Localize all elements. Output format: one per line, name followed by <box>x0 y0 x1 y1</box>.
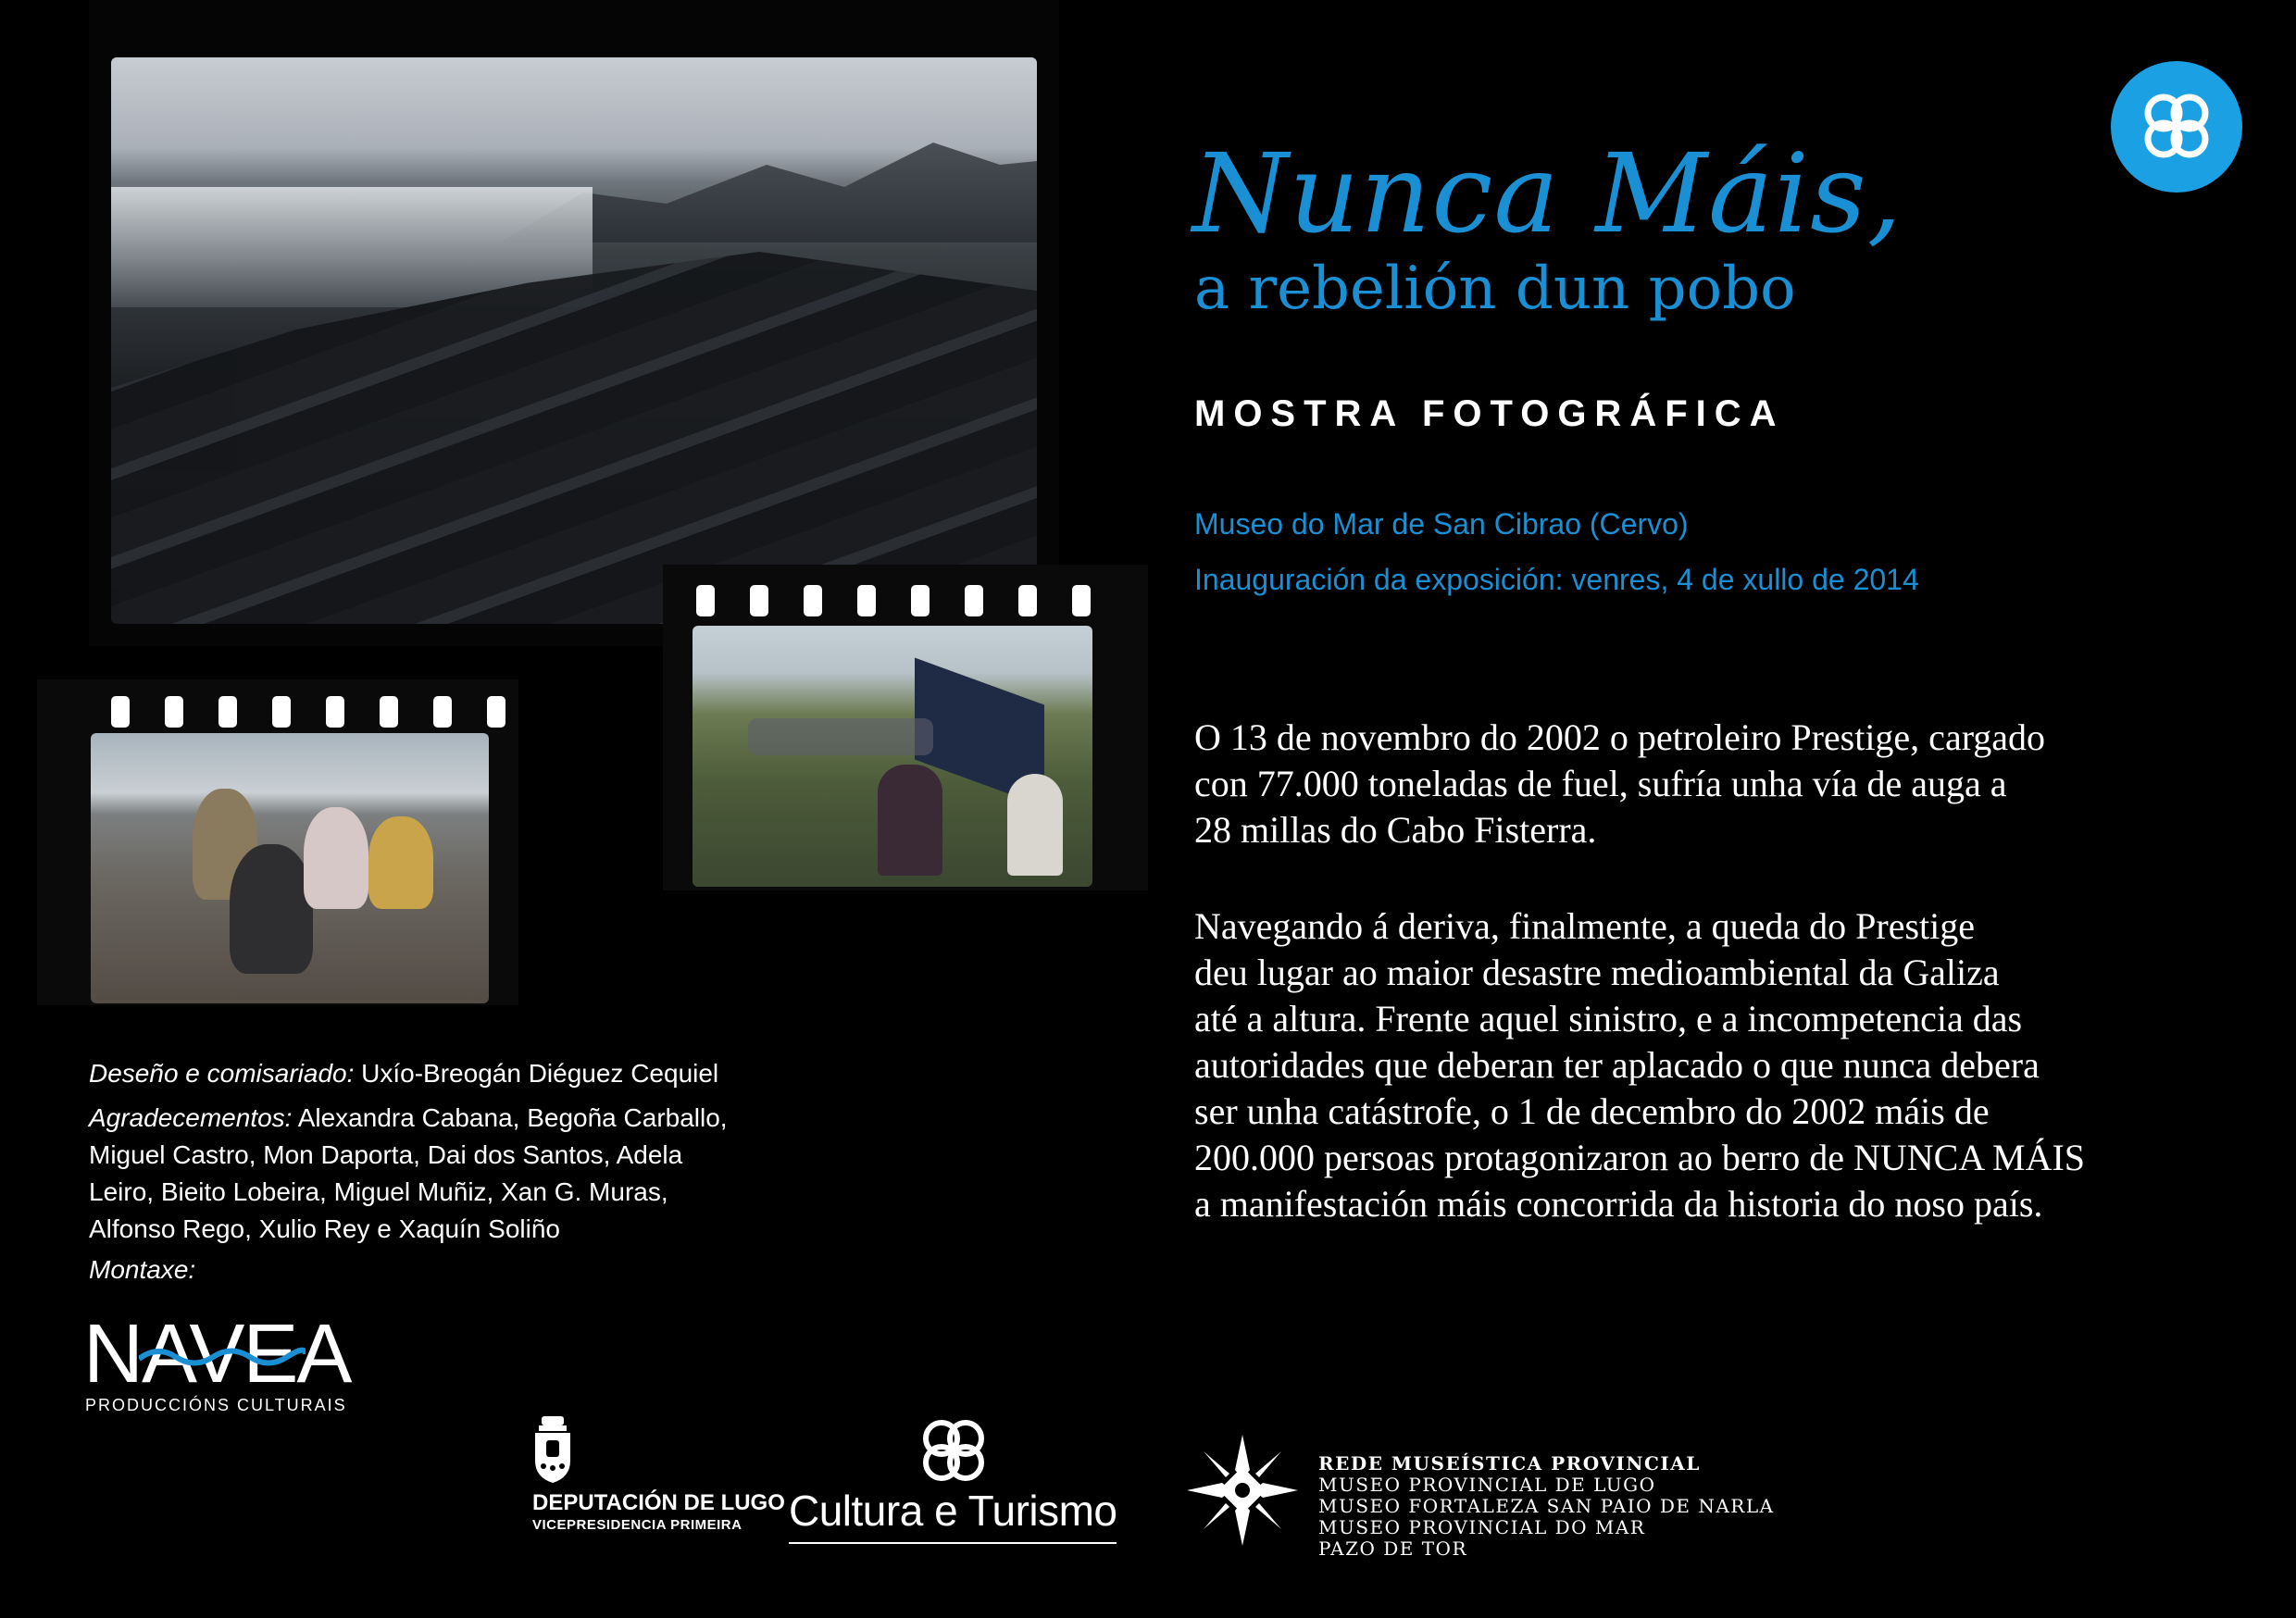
photo-coast-rocks <box>111 57 1037 624</box>
cultura-underline <box>789 1542 1117 1544</box>
photo-person <box>1007 774 1063 876</box>
rede-line: MUSEO FORTALEZA SAN PAIO DE NARLA <box>1318 1495 1775 1517</box>
body-line: Navegando á deriva, finalmente, a queda do Prestige <box>1194 905 1976 947</box>
film-frame-beach <box>37 679 518 1005</box>
body-line: deu lugar ao maior desastre medioambiental da Galiza <box>1194 952 2000 993</box>
photo-child <box>304 807 368 909</box>
body-line: 28 millas do Cabo Fisterra. <box>1194 809 1597 851</box>
rede-line: MUSEO PROVINCIAL DO MAR <box>1318 1516 1646 1538</box>
credit-design-label: Deseño e comisariado: <box>89 1059 355 1088</box>
film-perforation <box>804 585 822 616</box>
deputacion-coat-of-arms-icon <box>530 1414 576 1485</box>
cultura-turismo-label: Cultura e Turismo <box>789 1487 1117 1535</box>
credit-thanks <box>89 1100 737 1137</box>
film-perforation <box>218 696 237 728</box>
film-perforation <box>696 585 715 616</box>
body-line: a manifestación máis concorrida da historia do noso país. <box>1194 1183 2043 1225</box>
body-paragraph-1 <box>1194 715 2045 853</box>
film-perforation <box>1072 585 1091 616</box>
body-line: até a altura. Frente aquel sinistro, e a incompetencia das <box>1194 998 2023 1039</box>
film-perforation <box>433 696 452 728</box>
film-perforation <box>165 696 183 728</box>
body-line: autoridades que deberan ter aplacado o que nunca debera <box>1194 1044 2040 1086</box>
credit-thanks-line: Miguel Castro, Mon Daporta, Dai dos Santos, Adela <box>89 1140 683 1169</box>
credits-block <box>89 1055 737 1288</box>
body-line: 200.000 persoas protagonizaron ao berro de NUNCA MÁIS <box>1194 1137 2086 1178</box>
exhibition-subtitle: a rebelión dun pobo <box>1194 255 1796 323</box>
exhibition-title: Nunca Máis, <box>1192 130 1903 257</box>
interlaced-rings-icon <box>2111 61 2242 193</box>
rede-line: REDE MUSEÍSTICA PROVINCIAL <box>1318 1452 1701 1475</box>
credit-thanks-line: Alexandra Cabana, Begoña Carballo, <box>292 1103 728 1132</box>
film-perforation <box>380 696 398 728</box>
photo-beach-children <box>91 733 489 1003</box>
navea-subtitle: PRODUCCIÓNS CULTURAIS <box>85 1396 347 1414</box>
deputacion-name: DEPUTACIÓN DE LUGO <box>532 1490 785 1515</box>
body-line: con 77.000 toneladas de fuel, sufría unha vía de auga a <box>1194 763 2007 804</box>
photo-person <box>878 765 942 876</box>
body-line: ser unha catástrofe, o 1 de decembro do 2002 máis de <box>1194 1090 1990 1132</box>
film-perforation <box>487 696 505 728</box>
deputacion-subtitle: VICEPRESIDENCIA PRIMEIRA <box>532 1517 742 1533</box>
photo-crowd <box>748 718 933 755</box>
rede-line: MUSEO PROVINCIAL DE LUGO <box>1318 1474 1656 1496</box>
credit-thanks-line: Alfonso Rego, Xulio Rey e Xaquín Soliño <box>89 1214 560 1243</box>
credit-thanks-line: Leiro, Bieito Lobeira, Miguel Muñiz, Xan G. Muras, <box>89 1177 668 1206</box>
film-frame-march <box>663 565 1148 890</box>
body-line: O 13 de novembro do 2002 o petroleiro Prestige, cargado <box>1194 716 2046 758</box>
rede-museistica-text <box>1318 1453 1775 1560</box>
cultura-rings-icon <box>915 1416 992 1487</box>
film-frame-coast <box>89 0 1059 646</box>
venue-place: Museo do Mar de San Cibrao (Cervo) <box>1194 507 1689 541</box>
film-perforation <box>272 696 291 728</box>
photo-child <box>368 816 433 909</box>
photo-child <box>230 844 313 974</box>
film-perforation <box>857 585 876 616</box>
film-perforation <box>111 696 130 728</box>
credit-thanks-label: Agradecementos: <box>89 1103 293 1132</box>
rede-line: PAZO DE TOR <box>1318 1537 1468 1560</box>
film-perforation <box>965 585 983 616</box>
film-perforation <box>750 585 768 616</box>
film-perforation <box>326 696 344 728</box>
navea-wave-icon <box>139 1340 306 1368</box>
rede-museistica-star-icon <box>1185 1433 1300 1548</box>
navea-logo: NAVEA <box>83 1308 351 1400</box>
credit-design-value: Uxío-Breogán Diéguez Cequiel <box>354 1059 719 1088</box>
cultura-circle-logo <box>2111 61 2242 193</box>
photo-march-flag <box>693 626 1092 887</box>
credit-montaxe-label: Montaxe: <box>89 1255 196 1284</box>
credit-design <box>89 1055 737 1092</box>
exhibition-type: MOSTRA FOTOGRÁFICA <box>1194 393 1785 434</box>
film-perforation <box>911 585 930 616</box>
body-paragraph-2 <box>1194 903 2085 1227</box>
credit-montaxe <box>89 1251 737 1288</box>
film-perforation <box>1018 585 1037 616</box>
venue-opening: Inauguración da exposición: venres, 4 de xullo de 2014 <box>1194 563 1919 596</box>
